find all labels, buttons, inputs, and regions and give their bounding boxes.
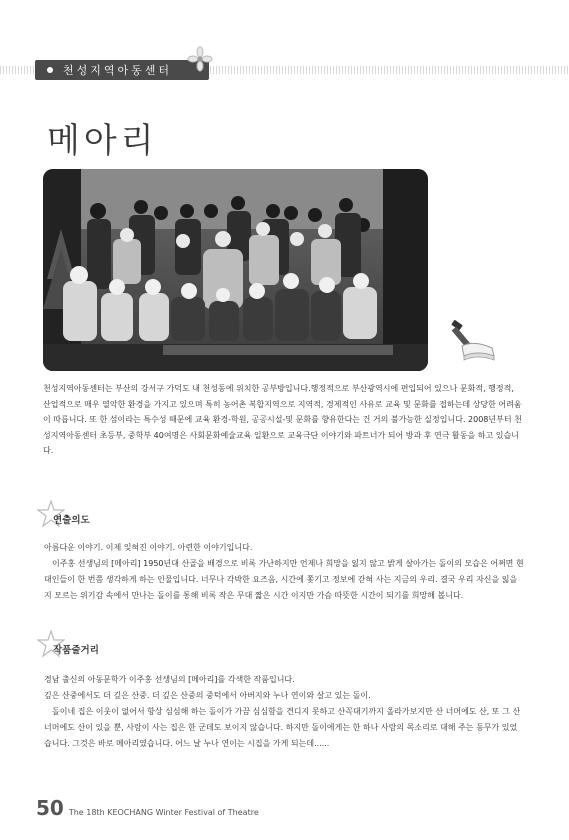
direction-paragraph-1: 아름다운 이야기. 이제 잊혀진 이야기. 아련한 이야기입니다. — [44, 543, 253, 552]
direction-paragraph-2: 이주홍 선생님의 [메아리] 1950년대 산골을 배경으로 비록 가난하지만 언제나 희망을 잃지 않고 밝게 살아가는 돌이의 모습은 어쩌면 현대인들이 한 번쯤 생각하게 하는 인물입니다. 너무나 각박한 요즈음, 시간에 쫓기고 정보에 갇혀 사는 지금의 우리. 결국 우리 자신을 잃을지 모르는 위기감 속에서 만나는 돌이를 통해 비록 작은 무대 짧은 시간 이지만 가슴 따뜻한 시간이 되기를 희망해 봅니다. — [44, 559, 524, 600]
direction-heading-block — [37, 500, 127, 530]
synopsis-paragraph-2: 깊은 산중에서도 더 깊은 산중. 더 깊은 산중의 중턱에서 아버지와 누나 연이와 살고 있는 돌이. — [44, 691, 371, 700]
flower-icon — [187, 46, 213, 72]
group-photo — [43, 169, 428, 371]
section-header-tab — [35, 60, 209, 80]
page-number: 50 — [36, 796, 64, 820]
synopsis-heading-block — [37, 630, 127, 660]
page-title: 메아리 — [47, 121, 158, 161]
synopsis-paragraph-3: 돌이네 집은 이웃이 없어서 항상 심심해 하는 돌이가 가끔 심심함을 견디지 못하고 산꼭대기까지 올라가보지만 산 너머에도 산, 또 그 산 너머에도 산이 있을 뿐, 사람이 사는 집은 한 군데도 보이지 않습니다. 하지만 돌이에게는 한 하나 사람의 목소리로 대해 주는 동무가 있었습니다. 그것은 바로 메아리였습니다. 어느 날 누나 연이는 시집을 가게 되는데...... — [44, 707, 521, 748]
page-footer — [36, 796, 259, 820]
bullet-dot-icon — [47, 67, 53, 73]
hammer-icon — [448, 320, 498, 362]
festival-name: The 18th KEOCHANG Winter Festival of Theatre — [68, 808, 259, 817]
direction-heading: 연출의도 — [53, 515, 90, 526]
synopsis-paragraph-1: 경남 출신의 아동문학가 이주홍 선생님의 [메아리]를 각색한 작품입니다. — [44, 675, 295, 684]
synopsis-heading: 작품줄거리 — [53, 645, 99, 656]
intro-paragraph: 천성지역아동센터는 부산의 강서구 가덕도 내 천성동에 위치한 공부방입니다.행정적으로 부산광역시에 편입되어 있으나 문화적, 행정적, 산업적으로 매우 열악한 환경을 가지고 있으며 특히 농어촌 복합지역으로 지역적, 경제적인 사유로 교육 및 문화를 접하는데 상당한 어려움이 따릅니다. 또 한 섬이라는 특수성 때문에 교육 환경-학원, 공공시설-및 문화를 향유한다는 건 거의 불가능한 실정입니다. 2008년부터 천성지역아동센터 초등부, 중학부 40여명은 사회문화예술교육 일환으로 교육극단 이야기와 파트너가 되어 방과 후 연극 활동을 하고 있습니다. — [43, 384, 522, 456]
section-header-label: 천성지역아동센터 — [63, 64, 173, 77]
